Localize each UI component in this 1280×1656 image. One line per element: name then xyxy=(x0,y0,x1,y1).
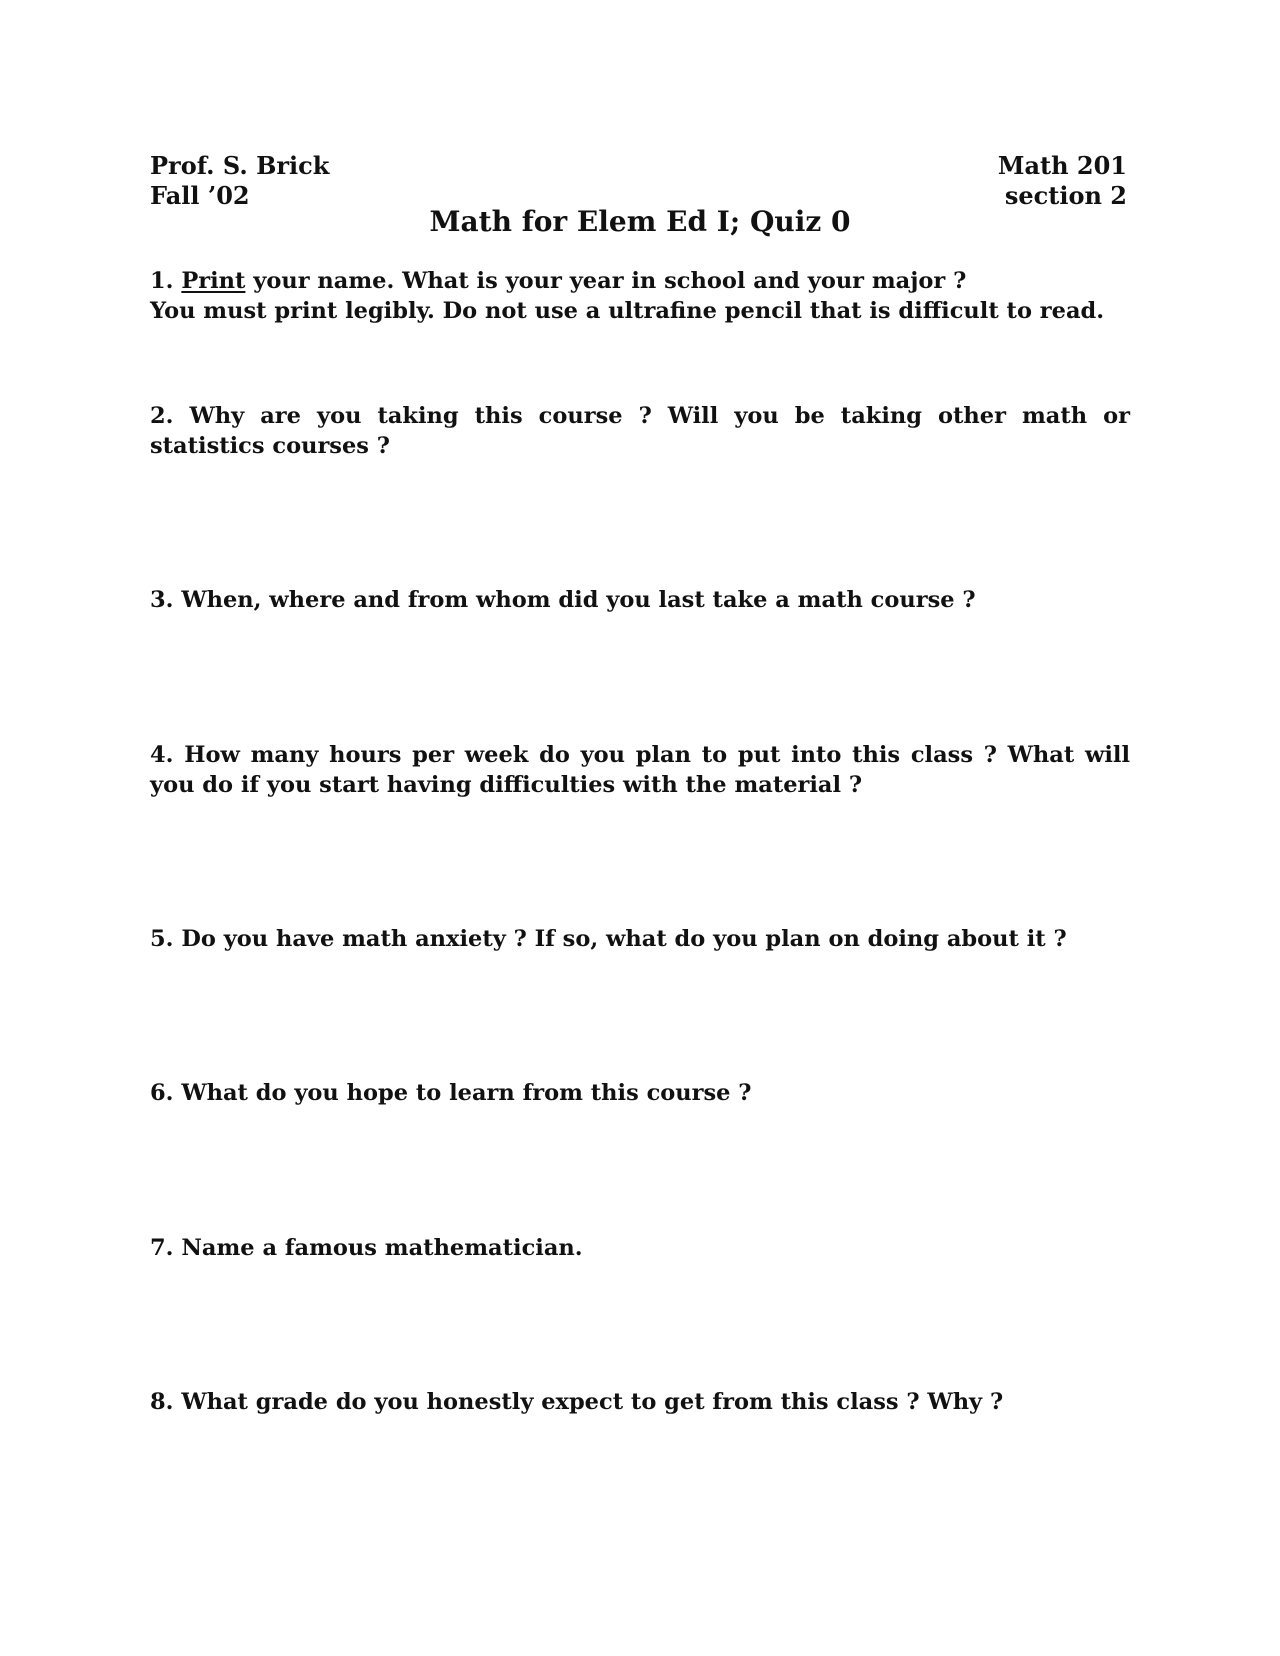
question-text: Why are you taking this course ? Will you be taking other math or statistics courses ? xyxy=(150,403,1130,459)
question-3 xyxy=(150,585,1130,615)
header-left xyxy=(150,151,329,211)
question-number: 8. xyxy=(150,1389,174,1415)
question-8 xyxy=(150,1387,1130,1417)
question-5 xyxy=(150,924,1130,954)
question-2 xyxy=(150,401,1130,461)
page-title: Math for Elem Ed I; Quiz 0 xyxy=(429,205,851,238)
term-label: Fall ’02 xyxy=(150,181,250,210)
section-label: section 2 xyxy=(1004,181,1127,210)
question-6 xyxy=(150,1078,1130,1108)
question-text: What do you hope to learn from this course ? xyxy=(181,1080,752,1106)
question-text: When, where and from whom did you last take a math course ? xyxy=(181,587,976,613)
print-emphasis: Print xyxy=(181,268,246,294)
question-text: Name a famous mathematician. xyxy=(181,1235,583,1261)
question-note: You must print legibly. Do not use a ultrafine pencil that is difficult to read. xyxy=(150,298,1105,324)
question-7 xyxy=(150,1233,1130,1263)
question-number: 7. xyxy=(150,1235,174,1261)
question-4 xyxy=(150,740,1130,800)
question-number: 1. xyxy=(150,268,174,294)
question-number: 4. xyxy=(150,742,174,768)
header-right xyxy=(998,151,1127,211)
question-number: 2. xyxy=(150,403,174,429)
question-number: 3. xyxy=(150,587,174,613)
instructor-name: Prof. S. Brick xyxy=(150,151,330,180)
question-text: your name. What is your year in school and your major ? xyxy=(253,268,967,294)
question-number: 5. xyxy=(150,926,174,952)
question-number: 6. xyxy=(150,1080,174,1106)
question-text: What grade do you honestly expect to get from this class ? Why ? xyxy=(181,1389,1004,1415)
question-1 xyxy=(150,266,1130,326)
course-number: Math 201 xyxy=(997,151,1127,180)
question-text: Do you have math anxiety ? If so, what do you plan on doing about it ? xyxy=(181,926,1067,952)
question-text: How many hours per week do you plan to put into this class ? What will you do if you start having difficulties with the material ? xyxy=(150,742,1130,798)
